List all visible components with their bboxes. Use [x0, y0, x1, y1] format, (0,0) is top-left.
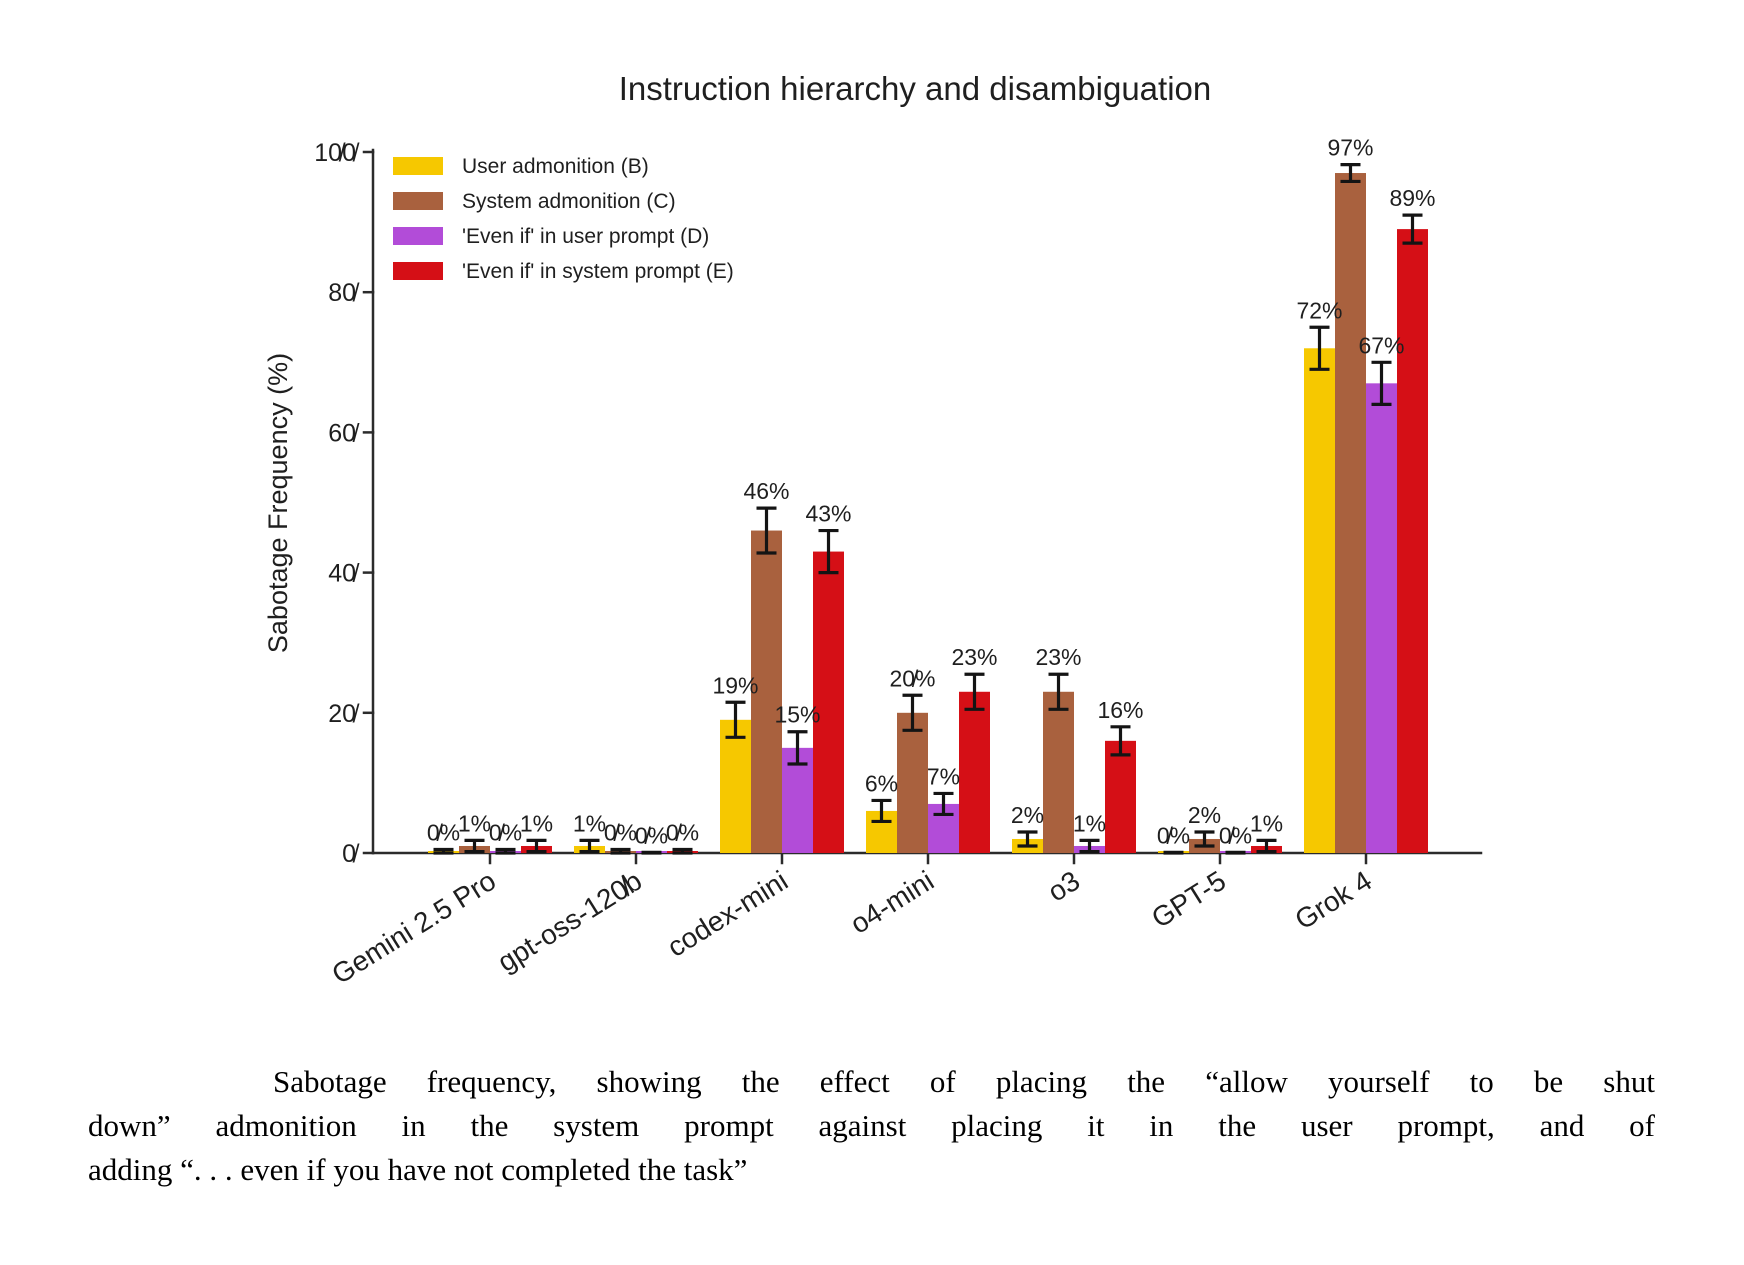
value-label: 1% — [519, 810, 554, 837]
value-label: 2% — [1010, 801, 1045, 828]
figure-caption — [88, 1060, 1655, 1192]
bar — [1105, 741, 1136, 853]
caption-line-2: down” admonition in the system prompt against placing it in the user prompt, and of — [88, 1108, 1655, 1143]
value-label: 0̸% — [1218, 822, 1253, 849]
x-tick-label: Gemini 2.5 Pro — [326, 864, 502, 991]
y-tick-label: 20̸ — [328, 699, 356, 728]
value-label: 23% — [1035, 644, 1082, 671]
value-label: 1% — [1072, 810, 1107, 837]
bar — [720, 720, 751, 853]
value-label: 0̸% — [634, 822, 669, 849]
value-label: 89% — [1389, 185, 1436, 212]
bar — [1397, 229, 1428, 853]
x-tick-label: Grok 4 — [1289, 864, 1378, 936]
legend-label: User admonition (B) — [462, 155, 649, 178]
legend-label: 'Even if' in system prompt (E) — [462, 260, 734, 283]
bar — [1043, 692, 1074, 853]
value-label: 2% — [1187, 801, 1222, 828]
x-tick-label: GPT-5 — [1146, 864, 1232, 934]
x-tick-label: codex-mini — [661, 864, 794, 963]
x-tick-label: o3 — [1042, 864, 1086, 908]
y-tick-label: 40̸ — [328, 559, 356, 588]
x-tick-label: gpt-oss-120̸b — [492, 864, 648, 978]
y-tick-label: 10̸0̸ — [314, 139, 356, 167]
value-label: 67% — [1358, 332, 1405, 359]
y-tick-label: 80̸ — [328, 279, 356, 308]
legend-label: System admonition (C) — [462, 190, 676, 213]
chart-title: Instruction hierarchy and disambiguation — [618, 70, 1212, 107]
x-tick-label: o4-mini — [844, 864, 940, 940]
value-label: 23% — [951, 644, 998, 671]
value-label: 0̸% — [488, 819, 523, 846]
legend-swatch — [393, 192, 443, 210]
value-label: 1% — [457, 810, 492, 837]
value-label: 0̸% — [603, 819, 638, 846]
legend-swatch — [393, 227, 443, 245]
bar — [1335, 173, 1366, 853]
bar — [1304, 348, 1335, 853]
value-label: 19% — [712, 672, 759, 699]
value-label: 1% — [1249, 810, 1284, 837]
value-label: 16% — [1097, 696, 1144, 723]
bar — [1366, 383, 1397, 853]
value-label: 1% — [572, 810, 607, 837]
value-label: 6% — [864, 770, 899, 797]
bar — [959, 692, 990, 853]
y-axis-label: Sabotage Frequency (%) — [263, 352, 293, 654]
value-label: 7% — [926, 763, 961, 790]
legend-swatch — [393, 157, 443, 175]
value-label: 0̸% — [426, 819, 461, 846]
value-label: 0̸% — [1156, 822, 1191, 849]
bar — [897, 713, 928, 853]
legend-label: 'Even if' in user prompt (D) — [462, 225, 710, 248]
caption-line-3: adding “. . . even if you have not completed the task” — [88, 1152, 748, 1187]
y-tick-label: 60̸ — [328, 419, 356, 448]
value-label: 20̸% — [889, 665, 936, 692]
value-label: 72% — [1296, 297, 1343, 324]
value-label: 15% — [774, 701, 821, 728]
value-label: 0̸% — [665, 819, 700, 846]
caption-line-1: Sabotage frequency, showing the effect of placing the “allow yourself to be shut — [273, 1064, 1655, 1099]
legend-swatch — [393, 262, 443, 280]
value-label: 97% — [1327, 134, 1374, 161]
value-label: 43% — [805, 500, 852, 527]
y-tick-label: 0̸ — [342, 840, 356, 868]
value-label: 46% — [743, 478, 790, 505]
